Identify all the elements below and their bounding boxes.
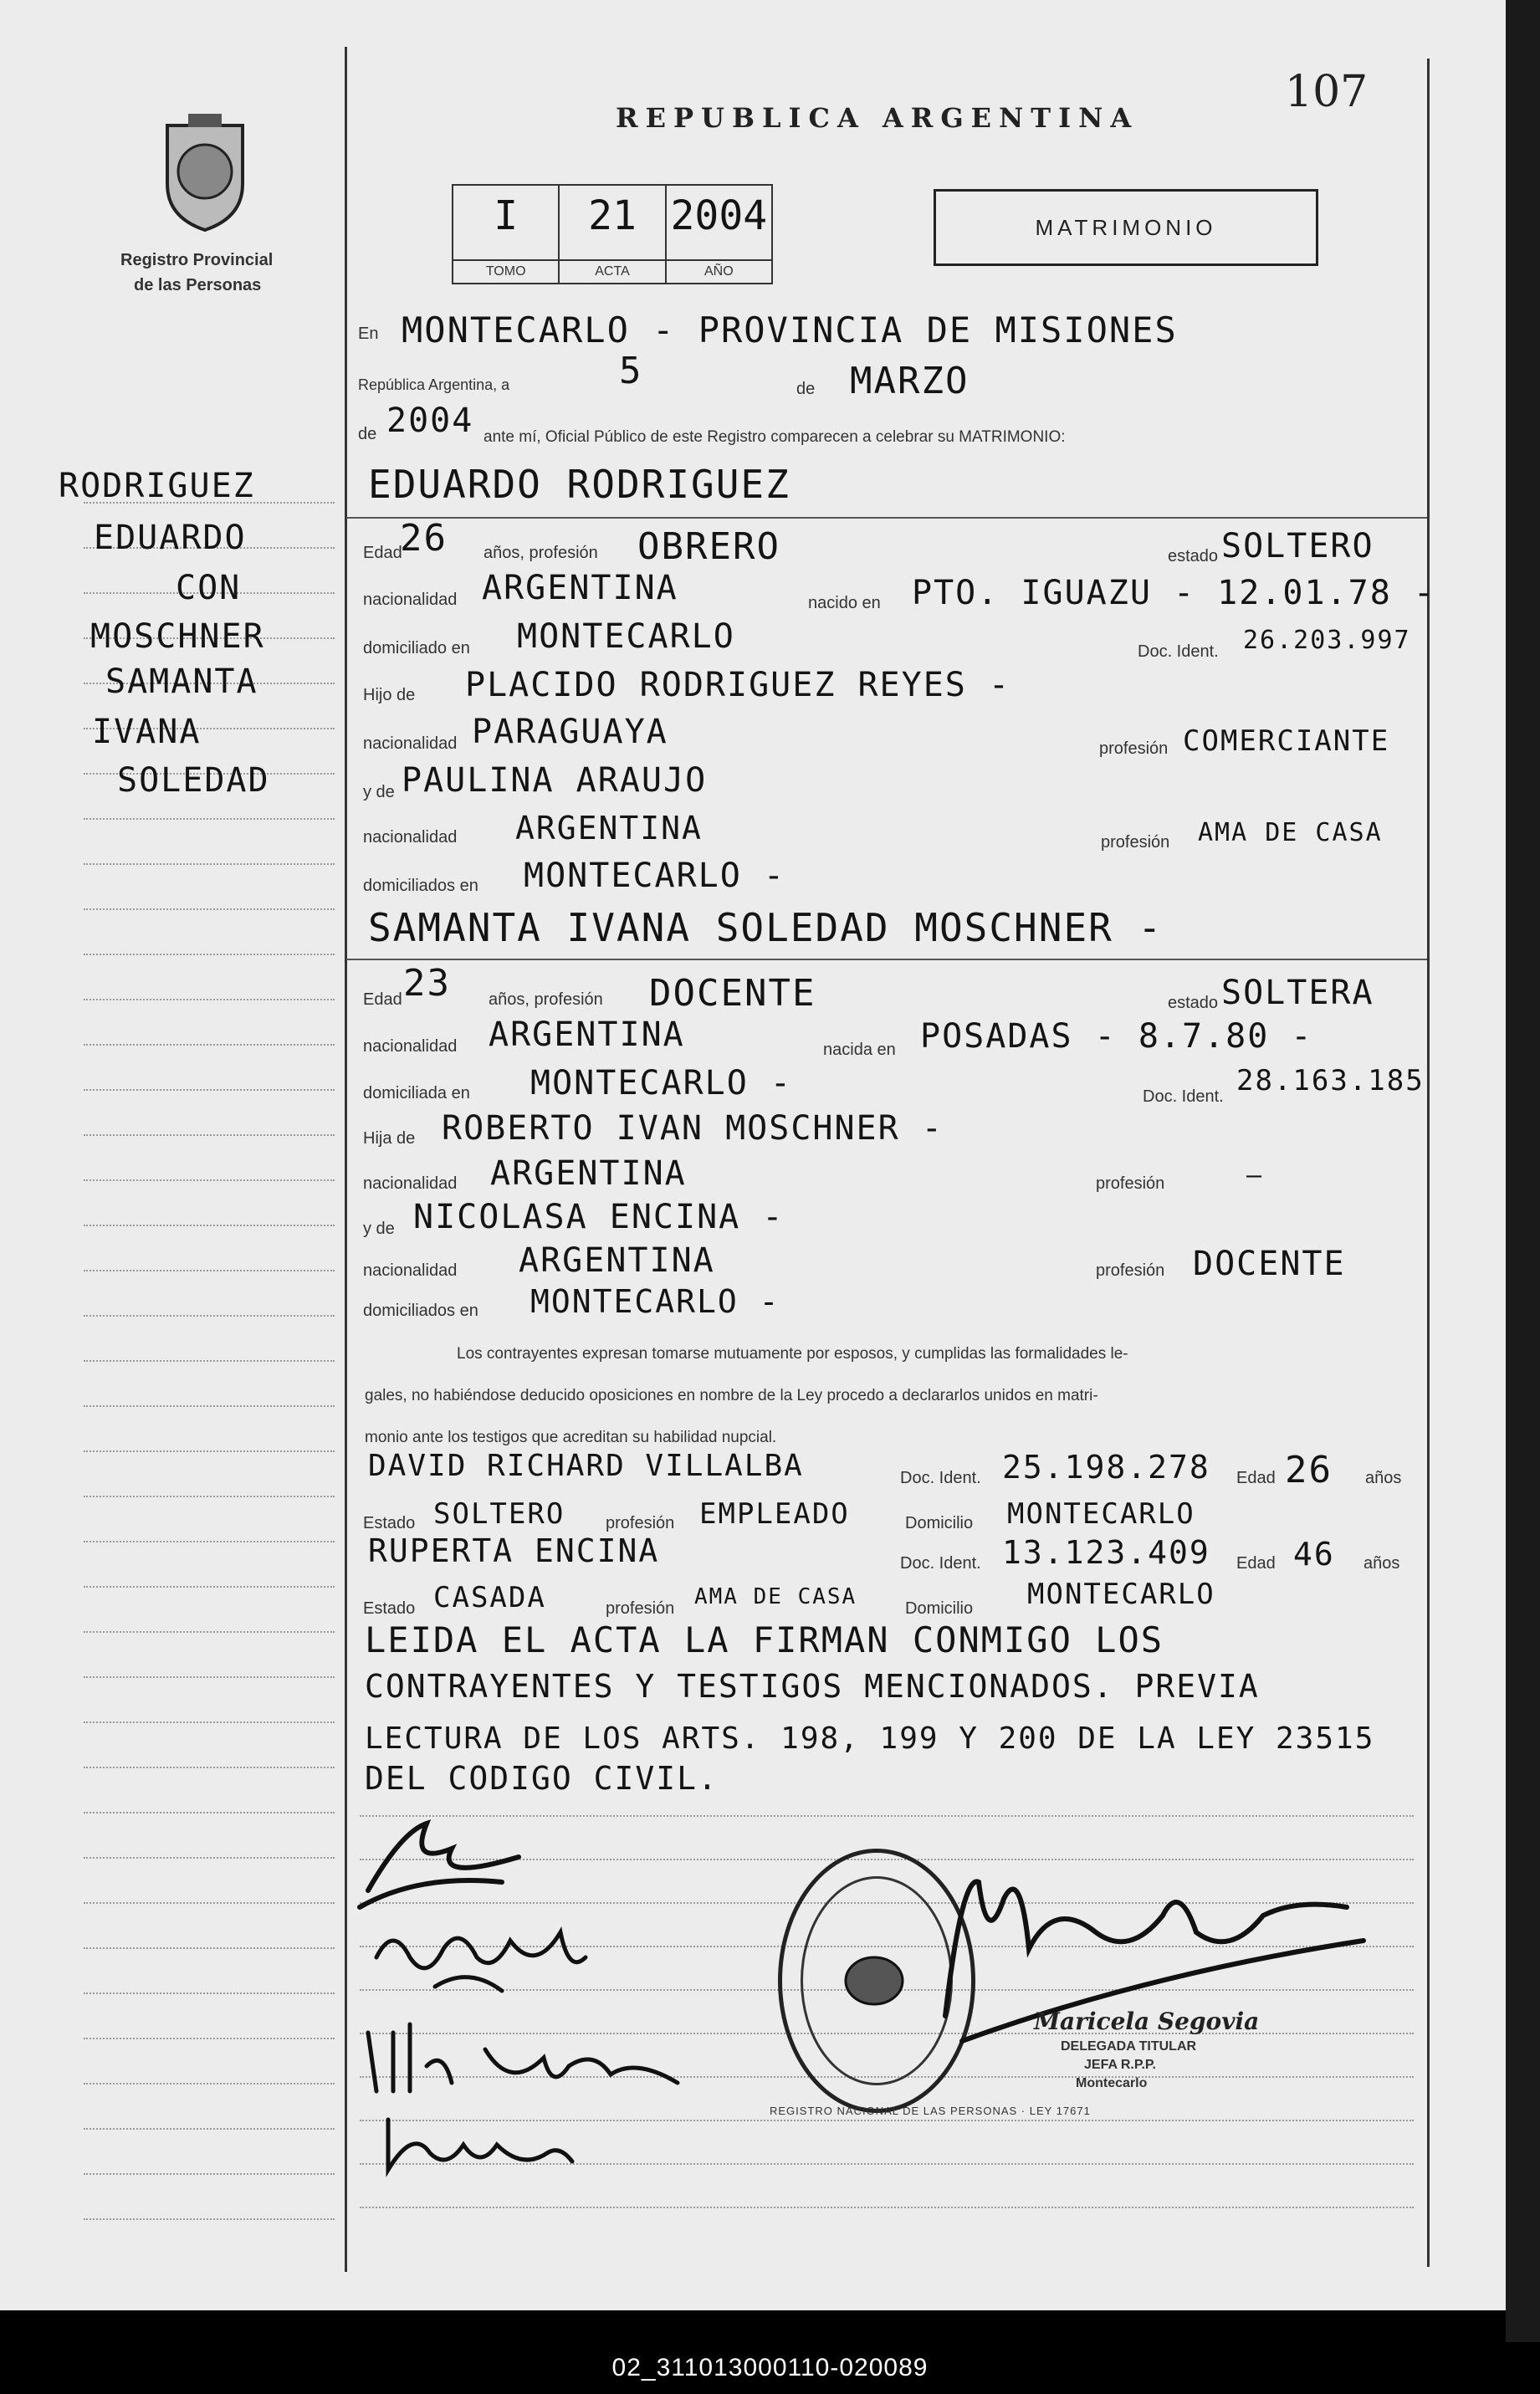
tomo-cell (453, 186, 560, 283)
margin-rule-line (84, 1179, 335, 1181)
bride-profesion-label: años, profesión (489, 990, 603, 1009)
year-value: 2004 (386, 402, 474, 440)
body-rule-line (360, 2207, 1414, 2208)
record-type-box: MATRIMONIO (934, 189, 1318, 266)
de-label: de (796, 380, 816, 398)
bride-mother: NICOLASA ENCINA - (413, 1198, 785, 1236)
bride-profession: DOCENTE (649, 972, 816, 1015)
signature-bride (368, 1907, 602, 1999)
groom-mother: PAULINA ARAUJO (402, 761, 708, 800)
signature-witness2 (380, 2111, 581, 2178)
coat-of-arms-icon (151, 109, 259, 234)
bride-father-prof-label: profesión (1096, 1174, 1165, 1193)
month-value: MARZO (850, 360, 970, 402)
margin-rule-line (84, 954, 335, 955)
bride-mother-nat-label: nacionalidad (363, 1261, 458, 1280)
witness2-doc: 13.123.409 (1002, 1534, 1210, 1571)
witness1-anos-label: años (1365, 1469, 1402, 1487)
bride-parents-dom: MONTECARLO - (530, 1283, 780, 1320)
witness2-estado: CASADA (433, 1581, 546, 1614)
margin-note-line: SOLEDAD (117, 761, 270, 800)
bride-nationality: ARGENTINA (489, 1015, 685, 1054)
bride-father-nat-label: nacionalidad (363, 1174, 458, 1193)
bride-yde-label: y de (363, 1220, 395, 1238)
witness2-estado-label: Estado (363, 1599, 416, 1618)
groom-father-prof-label: profesión (1099, 739, 1169, 758)
bride-estado-label: estado (1168, 994, 1219, 1012)
margin-rule-line (84, 1225, 335, 1226)
margin-rule-line (84, 1992, 335, 1994)
margin-rule-line (84, 1812, 335, 1813)
margin-note-line: CON (176, 569, 242, 607)
groom-estado-label: estado (1168, 547, 1219, 565)
witness2-profession: AMA DE CASA (694, 1584, 857, 1609)
closing-line: LEIDA EL ACTA LA FIRMAN CONMIGO LOS (365, 1619, 1164, 1660)
bride-mother-prof-label: profesión (1096, 1261, 1165, 1280)
witness1-estado: SOLTERO (433, 1497, 565, 1531)
witness2-age: 46 (1293, 1536, 1335, 1573)
witness1-name: DAVID RICHARD VILLALBA (368, 1449, 804, 1483)
margin-note-line: MOSCHNER (90, 617, 265, 656)
country-header: REPUBLICA ARGENTINA (616, 102, 1139, 134)
groom-hijo-label: Hijo de (363, 686, 416, 704)
margin-rule-line (84, 1676, 335, 1678)
bride-mother-prof: DOCENTE (1193, 1245, 1346, 1283)
bride-age: 23 (403, 962, 451, 1005)
bride-father: ROBERTO IVAN MOSCHNER - (442, 1109, 944, 1148)
year-prefix-label: de (358, 425, 377, 443)
right-rule (1427, 59, 1430, 2267)
acta-cell (560, 186, 666, 283)
margin-rule-line (84, 1044, 335, 1046)
seal-text: REGISTRO NACIONAL DE LAS PERSONAS · LEY 17671 (770, 2105, 1091, 2117)
signature-witness1 (360, 2016, 694, 2108)
groom-estado: SOLTERO (1221, 527, 1374, 565)
signature-groom (351, 1798, 535, 1924)
margin-rule-line (84, 1089, 335, 1091)
witness1-domicile: MONTECARLO (1007, 1497, 1195, 1531)
groom-profession: OBRERO (637, 525, 780, 568)
groom-nacionalidad-label: nacionalidad (363, 591, 458, 609)
groom-birth: PTO. IGUAZU - 12.01.78 - (912, 574, 1435, 612)
witness2-anos-label: años (1363, 1554, 1400, 1573)
margin-rule-line (84, 999, 335, 1000)
margin-rule-line (84, 1857, 335, 1859)
ano-value: 2004 (670, 192, 768, 239)
declaration-line: gales, no habiéndose deducido oposiciones en nombre de la Ley procedo a declararlos unidos en matri- (365, 1387, 1098, 1404)
groom-mother-prof-label: profesión (1101, 833, 1170, 852)
margin-rule-line (84, 2218, 335, 2220)
groom-age: 26 (400, 517, 448, 560)
official-title2: JEFA R.P.P. (1084, 2058, 1156, 2072)
bride-domicile: MONTECARLO - (530, 1064, 792, 1102)
groom-domicile: MONTECARLO (517, 617, 735, 656)
margin-rule-line (84, 818, 335, 820)
page-number: 107 (1285, 67, 1369, 117)
ano-label: AÑO (667, 259, 771, 283)
margin-rule (345, 47, 347, 2272)
groom-domiciliado-label: domiciliado en (363, 639, 470, 657)
witness1-edad-label: Edad (1236, 1469, 1276, 1487)
groom-doc-label: Doc. Ident. (1138, 642, 1219, 661)
groom-father-nat: PARAGUAYA (472, 713, 668, 751)
declaration-line: monio ante los testigos que acreditan su habilidad nupcial. (365, 1429, 777, 1446)
groom-mother-prof: AMA DE CASA (1198, 818, 1383, 847)
margin-note-line: IVANA (92, 713, 202, 751)
margin-rule-line (84, 1767, 335, 1768)
official-place: Montecarlo (1076, 2076, 1148, 2090)
bride-hija-label: Hija de (363, 1129, 416, 1148)
margin-rule-line (84, 1586, 335, 1588)
witness2-domicile: MONTECARLO (1027, 1578, 1215, 1611)
margin-rule-line (84, 2128, 335, 2130)
margin-rule-line (84, 1631, 335, 1633)
closing-line: DEL CODIGO CIVIL. (365, 1760, 719, 1797)
margin-rule-line (84, 908, 335, 910)
closing-line: LECTURA DE LOS ARTS. 198, 199 Y 200 DE LA LEY 23515 (365, 1721, 1375, 1756)
seal-emblem-icon (841, 1952, 908, 2010)
tomo-value: I (494, 192, 519, 239)
witness1-doc: 25.198.278 (1002, 1449, 1210, 1486)
witness2-profesion-label: profesión (606, 1599, 675, 1618)
margin-rule-line (84, 2083, 335, 2085)
republica-label: República Argentina, a (358, 376, 510, 393)
margin-note-line: EDUARDO (94, 519, 247, 557)
bride-father-nat: ARGENTINA (490, 1154, 687, 1193)
witness1-doc-label: Doc. Ident. (900, 1469, 981, 1487)
witness2-domicilio-label: Domicilio (905, 1599, 974, 1618)
bride-doc: 28.163.185 (1236, 1064, 1425, 1097)
witness1-profession: EMPLEADO (699, 1497, 850, 1531)
official-name: Maricela Segovia (1034, 2008, 1260, 2035)
margin-note-line: RODRIGUEZ (59, 467, 255, 505)
witness2-edad-label: Edad (1236, 1554, 1276, 1573)
tomo-label: TOMO (453, 259, 558, 283)
margin-rule-line (84, 1721, 335, 1723)
en-label: En (358, 325, 379, 343)
margin-rule-line (84, 1134, 335, 1136)
groom-name: EDUARDO RODRIGUEZ (368, 462, 790, 507)
bride-nacida-label: nacida en (823, 1041, 896, 1059)
groom-nationality: ARGENTINA (482, 569, 678, 607)
official-title1: DELEGADA TITULAR (1061, 2039, 1197, 2054)
groom-nacido-label: nacido en (808, 594, 881, 612)
bride-nacionalidad-label: nacionalidad (363, 1037, 458, 1056)
margin-rule-line (84, 1541, 335, 1542)
image-caption: 02_311013000110-020089 (0, 2342, 1540, 2394)
margin-rule-line (84, 2038, 335, 2039)
witness2-name: RUPERTA ENCINA (368, 1532, 660, 1569)
acta-value: 21 (588, 192, 637, 239)
section-divider (346, 517, 1427, 519)
margin-rule-line (84, 1270, 335, 1271)
margin-rule-line (84, 2173, 335, 2175)
closing-line: CONTRAYENTES Y TESTIGOS MENCIONADOS. PREVIA (365, 1668, 1260, 1705)
bride-estado: SOLTERA (1221, 974, 1374, 1012)
bride-domiciliada-label: domiciliada en (363, 1084, 470, 1102)
groom-mother-nat: ARGENTINA (515, 810, 703, 847)
section-divider (346, 959, 1427, 960)
bride-parents-dom-label: domiciliados en (363, 1302, 478, 1320)
witness1-domicilio-label: Domicilio (905, 1514, 974, 1532)
margin-rule-line (84, 1315, 335, 1317)
groom-edad-label: Edad (363, 544, 402, 562)
margin-rule-line (84, 1450, 335, 1452)
witness1-profesion-label: profesión (606, 1514, 675, 1532)
groom-doc: 26.203.997 (1243, 626, 1411, 655)
groom-father: PLACIDO RODRIGUEZ REYES - (465, 666, 1011, 704)
registry-name-line2: de las Personas (134, 276, 262, 294)
margin-rule-line (84, 1496, 335, 1497)
registry-name-line1: Registro Provincial (120, 251, 274, 269)
place-value: MONTECARLO - PROVINCIA DE MISIONES (402, 309, 1178, 350)
groom-yde-label: y de (363, 783, 395, 801)
bride-birth: POSADAS - 8.7.80 - (920, 1017, 1313, 1056)
groom-parents-dom-label: domiciliados en (363, 877, 478, 895)
day-value: 5 (619, 350, 643, 392)
declaration-line: Los contrayentes expresan tomarse mutuamente por esposos, y cumplidas las formalidades le- (457, 1345, 1128, 1363)
appear-text: ante mí, Oficial Público de este Registro comparecen a celebrar su MATRIMONIO: (483, 428, 1066, 446)
bride-edad-label: Edad (363, 990, 402, 1009)
groom-father-prof: COMERCIANTE (1183, 724, 1390, 758)
bride-name: SAMANTA IVANA SOLEDAD MOSCHNER - (368, 905, 1164, 950)
groom-profesion-label: años, profesión (483, 544, 598, 562)
groom-father-nat-label: nacionalidad (363, 734, 458, 753)
acta-label: ACTA (560, 259, 664, 283)
margin-rule-line (84, 1405, 335, 1407)
groom-mother-nat-label: nacionalidad (363, 828, 458, 847)
margin-note-line: SAMANTA (105, 662, 258, 701)
witness1-age: 26 (1285, 1449, 1333, 1491)
page-edge (1506, 0, 1540, 2342)
margin-rule-line (84, 1947, 335, 1949)
ano-cell (667, 186, 771, 283)
margin-rule-line (84, 1902, 335, 1904)
bride-mother-nat: ARGENTINA (519, 1241, 715, 1280)
margin-rule-line (84, 863, 335, 865)
bride-father-prof: — (1246, 1161, 1264, 1190)
witness1-estado-label: Estado (363, 1514, 416, 1532)
bride-doc-label: Doc. Ident. (1143, 1087, 1224, 1106)
groom-parents-dom: MONTECARLO - (524, 857, 785, 895)
margin-rule-line (84, 1360, 335, 1362)
witness2-doc-label: Doc. Ident. (900, 1554, 981, 1573)
record-box (452, 184, 773, 284)
